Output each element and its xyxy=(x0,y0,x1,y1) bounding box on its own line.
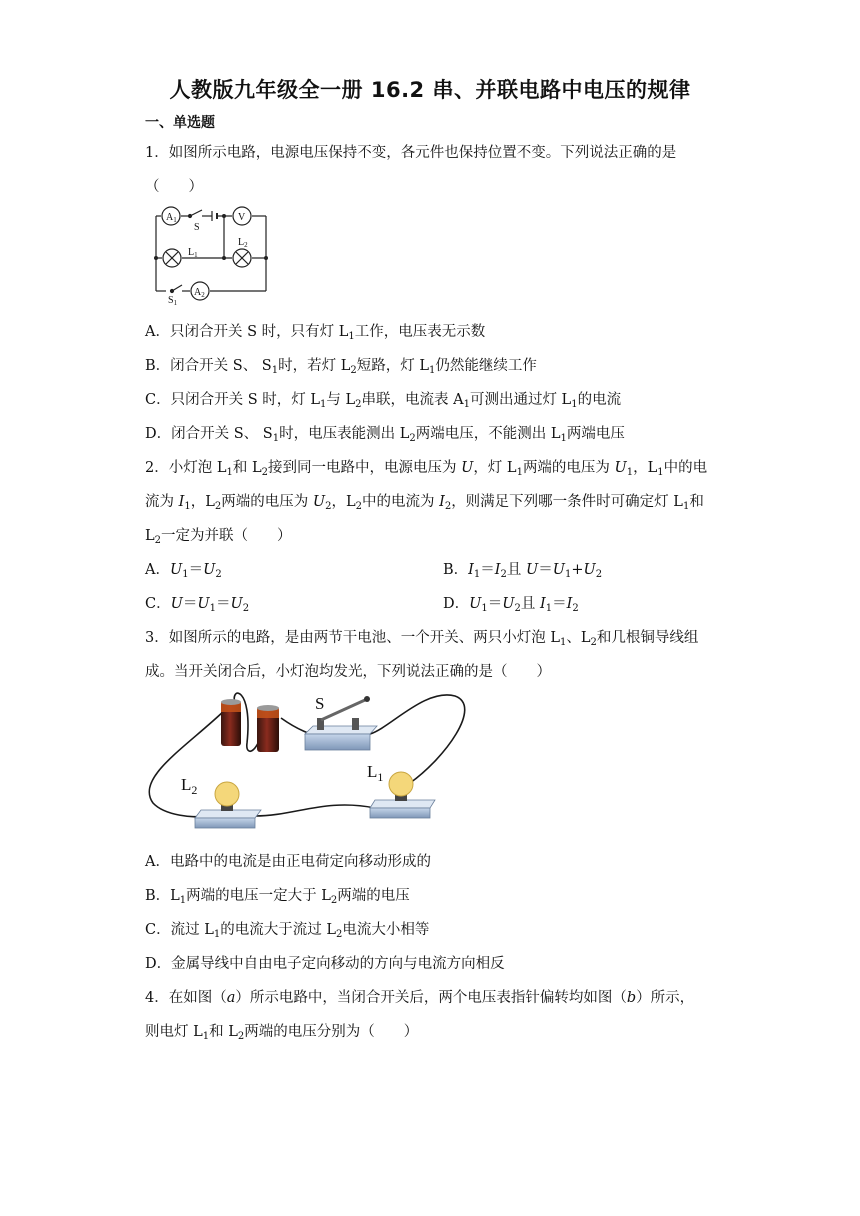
lamp-l2-label: $L_2$ xyxy=(238,237,248,249)
q1-option-a: A．只闭合开关 S 时，只有灯 $L_1$工作，电压表无示数 xyxy=(145,324,486,342)
ammeter-a1-label: $A_1$ xyxy=(166,212,177,224)
lamp-l1-label: $L_1$ xyxy=(188,247,198,259)
switch-s-label: S xyxy=(315,694,325,713)
q3-stem-line1: 3．如图所示的电路，是由两节干电池、一个开关、两只小灯泡 $L_1$、$L_2$和几根铜导线组 xyxy=(145,630,699,648)
switch-s-label: S xyxy=(194,222,200,233)
q1-stem: 1．如图所示电路，电源电压保持不变，各元件也保持位置不变。下列说法正确的是 xyxy=(145,145,677,161)
q3-option-b: B．$L_1$两端的电压一定大于 $L_2$两端的电压 xyxy=(145,888,410,906)
q2-option-a: A．$U_1=U_2$ xyxy=(145,562,222,580)
q2-stem-line1: 2．小灯泡 $L_1$和 $L_2$接到同一电路中，电源电压为 U，灯 $L_1$两端的电压为 $U_1$，$L_1$中的电 xyxy=(145,460,708,478)
voltmeter-label: V xyxy=(238,212,246,223)
lamp-l2-base xyxy=(195,782,261,828)
q2-option-b: B．$I_1=I_2$且 $U=U_1+U_2$ xyxy=(443,562,603,580)
ammeter-a2-label: $A_2$ xyxy=(194,287,205,299)
battery-2 xyxy=(257,705,279,752)
switch-s1-label: $S_1$ xyxy=(168,295,178,306)
lamp-l2-label: $L_2$ xyxy=(181,775,198,797)
q2-option-c: C．$U=U_1=U_2$ xyxy=(145,596,250,614)
q1-stem-bracket: （ ） xyxy=(145,179,203,195)
lamp-l1-label: $L_1$ xyxy=(367,762,384,784)
section-heading: 一、单选题 xyxy=(145,115,215,131)
q1-option-d: D．闭合开关 S、 $S_1$时，电压表能测出 $L_2$两端电压，不能测出 $L_1$两端电压 xyxy=(145,426,625,444)
q3-stem-line2: 成。当开关闭合后，小灯泡均发光，下列说法正确的是（ ） xyxy=(145,664,551,680)
q3-circuit-photo xyxy=(145,688,475,833)
q3-option-d: D．金属导线中自由电子定向移动的方向与电流方向相反 xyxy=(145,956,505,972)
q4-stem-line1: 4．在如图（a）所示电路中，当闭合开关后，两个电压表指针偏转均如图（b）所示， xyxy=(145,990,695,1006)
q1-option-b: B．闭合开关 S、 $S_1$时，若灯 $L_2$短路，灯 $L_1$仍然能继续工作 xyxy=(145,358,537,376)
q3-option-c: C．流过 $L_1$的电流大于流过 $L_2$电流大小相等 xyxy=(145,922,430,940)
q1-circuit-diagram xyxy=(148,203,273,306)
q2-stem-line3: $L_2$一定为并联（ ） xyxy=(145,528,292,546)
q1-option-c: C．只闭合开关 S 时，灯 $L_1$与 $L_2$串联，电流表 $A_1$可测出通过灯 $L_1$的电流 xyxy=(145,392,622,410)
q3-option-a: A．电路中的电流是由正电荷定向移动形成的 xyxy=(145,854,431,870)
battery-1 xyxy=(221,699,241,746)
q4-stem-line2: 则电灯 $L_1$和 $L_2$两端的电压分别为（ ） xyxy=(145,1024,419,1042)
q2-stem-line2: 流为 $I_1$，$L_2$两端的电压为 $U_2$，$L_2$中的电流为 $I_2$，则满足下列哪一条件时可确定灯 $L_1$和 xyxy=(145,494,704,512)
q2-option-d: D．$U_1=U_2$且 $I_1=I_2$ xyxy=(443,596,579,614)
page-title: 人教版九年级全一册 16.2 串、并联电路中电压的规律 xyxy=(169,78,691,102)
